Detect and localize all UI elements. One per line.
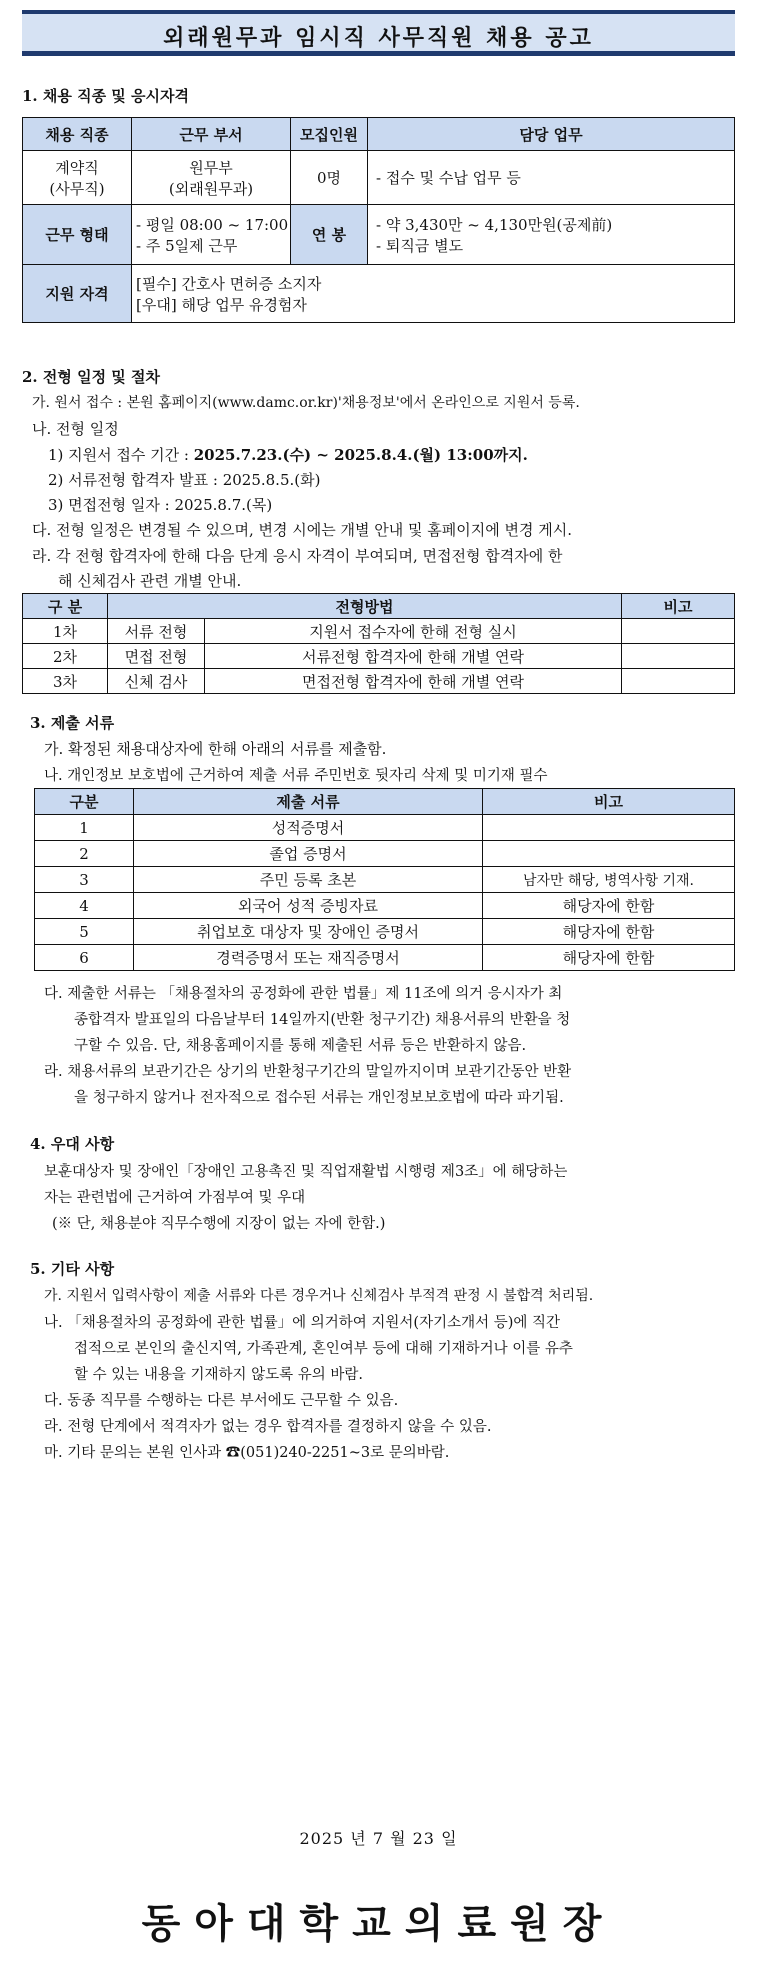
document-row <box>35 815 735 841</box>
documents-header-note: 비고 <box>483 789 735 815</box>
qualification-label: 지원 자격 <box>23 265 132 323</box>
section-3-heading: 3. 제출 서류 <box>30 714 115 732</box>
document-row <box>35 919 735 945</box>
document-note <box>483 815 735 841</box>
document-no: 3 <box>35 867 134 893</box>
document-name: 성적증명서 <box>134 815 483 841</box>
document-no: 6 <box>35 945 134 971</box>
s5-item-ra: 라. 전형 단계에서 적격자가 없는 경우 합격자를 결정하지 않을 수 있음. <box>44 1419 492 1435</box>
document-row <box>35 945 735 971</box>
schedule-1-label: 1) 지원서 접수 기간 : <box>48 446 194 464</box>
process-header-note: 비고 <box>622 594 735 619</box>
department-cell <box>132 151 291 205</box>
s2-item-ga: 가. 원서 접수 : 본원 홈페이지(www.damc.or.kr)'채용정보'에서 온라인으로 지원서 등록. <box>32 395 580 411</box>
process-step: 2차 <box>23 644 108 669</box>
s3-item-ra-line-1: 라. 채용서류의 보관기간은 상기의 반환청구기간의 말일까지이며 보관기간동안 반환 <box>44 1064 572 1080</box>
s4-line-2: 자는 관련법에 근거하여 가점부여 및 우대 <box>44 1190 306 1206</box>
s2-schedule-2: 2) 서류전형 합격자 발표 : 2025.8.5.(화) <box>48 471 321 489</box>
document-no: 2 <box>35 841 134 867</box>
s2-schedule-1 <box>48 444 528 465</box>
work-type-line-2: - 주 5일제 근무 <box>136 236 238 255</box>
s2-schedule-3: 3) 면접전형 일자 : 2025.8.7.(목) <box>48 496 273 514</box>
document-note: 해당자에 한함 <box>483 893 735 919</box>
document-name: 주민 등록 초본 <box>134 867 483 893</box>
document-name: 외국어 성적 증빙자료 <box>134 893 483 919</box>
salary-line-1: - 약 3,430만 ~ 4,130만원(공제前) <box>376 215 613 234</box>
s4-line-1: 보훈대상자 및 장애인「장애인 고용촉진 및 직업재활법 시행령 제3조」에 해당하는 <box>44 1164 568 1180</box>
document-note: 해당자에 한함 <box>483 919 735 945</box>
s5-item-ga: 가. 지원서 입력사항이 제출 서류와 다른 경우거나 신체검사 부적격 판정 시 불합격 처리됨. <box>44 1288 594 1304</box>
section-2-heading: 2. 전형 일정 및 절차 <box>22 368 160 386</box>
process-desc: 면접전형 합격자에 한해 개별 연락 <box>205 669 622 694</box>
document-row <box>35 893 735 919</box>
job-type-line-2: (사무직) <box>49 179 105 198</box>
s3-item-na: 나. 개인정보 보호법에 근거하여 제출 서류 주민번호 뒷자리 삭제 및 미기재 필수 <box>44 768 548 784</box>
job-type-line-1: 계약직 <box>55 158 99 177</box>
document-name: 취업보호 대상자 및 장애인 증명서 <box>134 919 483 945</box>
s3-item-ra-line-2: 을 청구하지 않거나 전자적으로 접수된 서류는 개인정보보호법에 따라 파기됨. <box>74 1090 564 1106</box>
document-no: 1 <box>35 815 134 841</box>
process-desc: 서류전형 합격자에 한해 개별 연락 <box>205 644 622 669</box>
section-5-heading: 5. 기타 사항 <box>30 1260 115 1278</box>
qualification-preferred: [우대] 해당 업무 유경험자 <box>136 295 307 314</box>
salary-label: 연 봉 <box>291 205 368 265</box>
duty-cell: - 접수 및 수납 업무 등 <box>368 151 735 205</box>
work-type-label: 근무 형태 <box>23 205 132 265</box>
documents-header-no: 구분 <box>35 789 134 815</box>
s4-line-3: (※ 단, 채용분야 직무수행에 지장이 없는 자에 한함.) <box>52 1216 386 1232</box>
qualification-table <box>22 117 735 323</box>
title-top-rule <box>22 10 735 14</box>
document-note: 해당자에 한함 <box>483 945 735 971</box>
s5-item-na-line-1: 나. 「채용절차의 공정화에 관한 법률」에 의거하여 지원서(자기소개서 등)에 직간 <box>44 1315 561 1331</box>
header-duty: 담당 업무 <box>368 118 735 151</box>
qualification-required: [필수] 간호사 면허증 소지자 <box>136 274 322 293</box>
process-row <box>23 669 735 694</box>
s2-item-ra-line-2: 해 신체검사 관련 개별 안내. <box>58 572 242 590</box>
salary-cell <box>368 205 735 265</box>
process-name: 신체 검사 <box>108 669 205 694</box>
header-job-type: 채용 직종 <box>23 118 132 151</box>
schedule-1-period: 2025.7.23.(수) ~ 2025.8.4.(월) 13:00까지. <box>193 446 528 464</box>
issuer-signature: 동아대학교의료원장 <box>141 1900 616 1947</box>
process-step: 3차 <box>23 669 108 694</box>
s5-item-ma: 마. 기타 문의는 본원 인사과 ☎(051)240-2251~3로 문의바람. <box>44 1445 450 1461</box>
process-row <box>23 644 735 669</box>
salary-line-2: - 퇴직금 별도 <box>376 236 464 255</box>
work-type-cell <box>132 205 291 265</box>
department-line-1: 원무부 <box>189 158 233 177</box>
process-row <box>23 619 735 644</box>
document-note: 남자만 해당, 병역사항 기재. <box>483 867 735 893</box>
document-name: 경력증명서 또는 재직증명서 <box>134 945 483 971</box>
s3-item-da-line-3: 구할 수 있음. 단, 채용홈페이지를 통해 제출된 서류 등은 반환하지 않음. <box>74 1038 527 1054</box>
s3-item-ga: 가. 확정된 채용대상자에 한해 아래의 서류를 제출함. <box>44 740 387 758</box>
document-no: 5 <box>35 919 134 945</box>
document-row <box>35 867 735 893</box>
process-note <box>622 669 735 694</box>
work-type-line-1: - 평일 08:00 ~ 17:00 <box>136 215 289 234</box>
document-name: 졸업 증명서 <box>134 841 483 867</box>
department-line-2: (외래원무과) <box>168 179 254 198</box>
page-title: 외래원무과 임시직 사무직원 채용 공고 <box>163 25 594 51</box>
headcount-cell: 0명 <box>291 151 368 205</box>
process-step: 1차 <box>23 619 108 644</box>
s2-item-ra-line-1: 라. 각 전형 합격자에 한해 다음 단계 응시 자격이 부여되며, 면접전형 합격자에 한 <box>32 547 563 565</box>
document-row <box>35 841 735 867</box>
header-headcount: 모집인원 <box>291 118 368 151</box>
documents-header-doc: 제출 서류 <box>134 789 483 815</box>
s3-item-da-line-2: 종합격자 발표일의 다음날부터 14일까지(반환 청구기간) 채용서류의 반환을 청 <box>74 1012 571 1028</box>
process-header-step: 구 분 <box>23 594 108 619</box>
s2-item-da: 다. 전형 일정은 변경될 수 있으며, 변경 시에는 개별 안내 및 홈페이지에 변경 게시. <box>32 521 572 539</box>
qualification-cell <box>132 265 735 323</box>
title-banner <box>22 10 735 56</box>
process-note <box>622 619 735 644</box>
s2-item-na: 나. 전형 일정 <box>32 420 119 438</box>
process-note <box>622 644 735 669</box>
process-name: 서류 전형 <box>108 619 205 644</box>
header-department: 근무 부서 <box>132 118 291 151</box>
job-type-cell <box>23 151 132 205</box>
documents-table <box>34 788 735 971</box>
s5-item-na-line-2: 접적으로 본인의 출신지역, 가족관계, 혼인여부 등에 대해 기재하거나 이를 유추 <box>74 1341 573 1357</box>
s3-item-da-line-1: 다. 제출한 서류는 「채용절차의 공정화에 관한 법률」제 11조에 의거 응시자가 최 <box>44 986 563 1002</box>
process-name: 면접 전형 <box>108 644 205 669</box>
announcement-date: 2025 년 7 월 23 일 <box>299 1829 458 1848</box>
s5-item-na-line-3: 할 수 있는 내용을 기재하지 않도록 유의 바람. <box>74 1367 363 1383</box>
s5-item-da: 다. 동종 직무를 수행하는 다른 부서에도 근무할 수 있음. <box>44 1393 399 1409</box>
process-desc: 지원서 접수자에 한해 전형 실시 <box>205 619 622 644</box>
document-note <box>483 841 735 867</box>
section-1-heading: 1. 채용 직종 및 응시자격 <box>22 87 189 105</box>
process-header-method: 전형방법 <box>108 594 622 619</box>
document-no: 4 <box>35 893 134 919</box>
process-table <box>22 593 735 694</box>
section-4-heading: 4. 우대 사항 <box>30 1135 115 1153</box>
